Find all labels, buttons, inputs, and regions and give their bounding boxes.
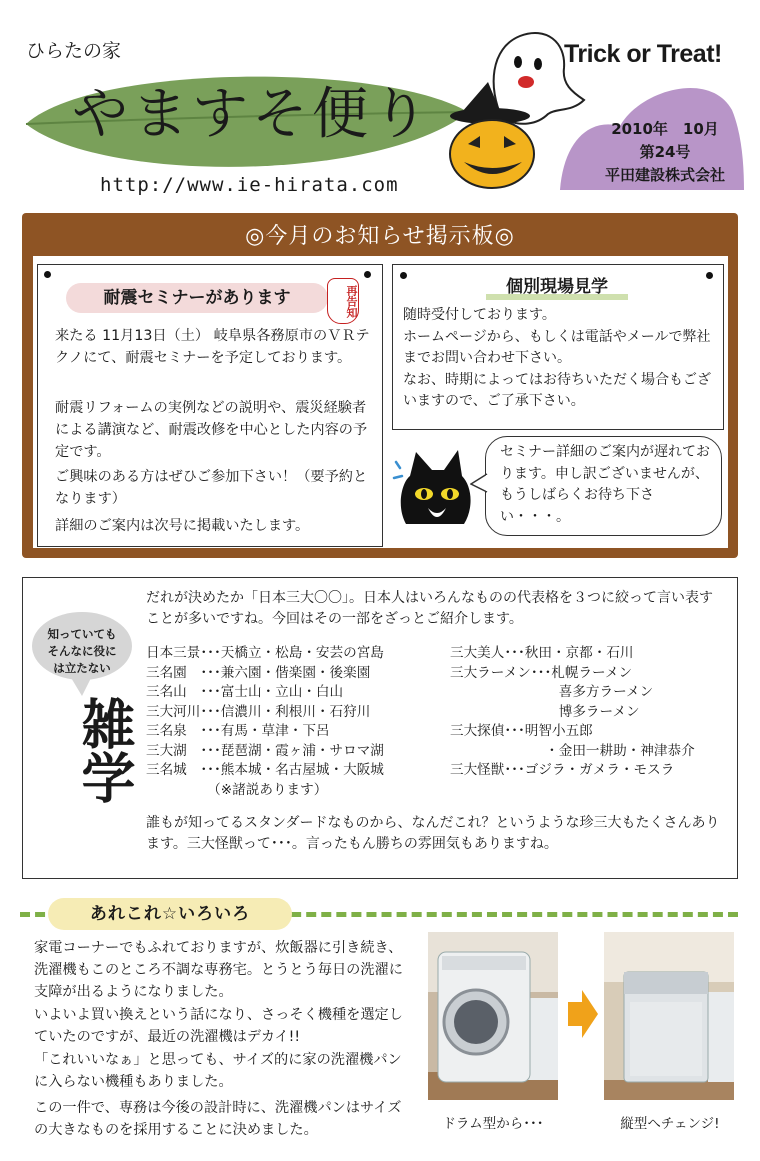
trivia-item: ・金田一耕助・神津恭介 [450, 742, 695, 759]
arrow-right-icon [568, 990, 598, 1038]
photo-caption: ドラム型から･･･ [442, 1116, 544, 1132]
reannouncement-stamp: 再告知 [327, 278, 359, 324]
pin-icon [400, 272, 407, 279]
trivia-heading: 雑学 [73, 696, 137, 804]
photo-caption: 縦型へチェンジ! [620, 1116, 720, 1132]
pin-icon [44, 271, 51, 278]
trivia-item: 三名城 ･･･熊本城・名古屋城・大阪城 [146, 762, 384, 778]
trivia-tagline: 知っていても そんなに役に は立たない [47, 627, 117, 675]
pin-icon [706, 272, 713, 279]
trivia-item: 三名山 ･･･富士山・立山・白山 [146, 684, 344, 700]
trick-or-treat-heading: Trick or Treat! [564, 40, 722, 68]
trivia-item: 喜多方ラーメン [450, 684, 654, 700]
site-visit-label: 個別現場見学 [506, 277, 608, 297]
trivia-item: 三大怪獣･･･ゴジラ・ガメラ・モスラ [450, 762, 675, 778]
issue-info [590, 118, 740, 187]
misc-paragraph: この一件で、専務は今後の設計時に、洗濯機パンはサイズの大きなものを採用することに決めました。 [34, 1100, 402, 1138]
trivia-item: 三大河川･･･信濃川・利根川・石狩川 [146, 703, 371, 720]
trivia-item: 三大湖 ･･･琵琶湖・霞ヶ浦・サロマ湖 [146, 742, 384, 759]
site-visit-text: 随時受付しております。 ホームページから、もしくは電話やメールで弊社までお問い合わせ下さい。 なお、時期によってはお待ちいただく場合もございますので、ご了承下さい。 [403, 307, 711, 409]
brand-name: ひらたの家 [26, 40, 122, 62]
speech-bubble-text: セミナー詳細のご案内が遅れております。申し訳ございませんが、もうしばらくお待ち下さい・・・。 [500, 444, 710, 525]
jack-o-lantern-icon [444, 82, 540, 192]
pin-icon [364, 271, 371, 278]
speech-bubble-tail [470, 472, 490, 496]
misc-paragraph: 家電コーナーでもふれておりますが、炊飯器に引き続き、洗濯機もこのところ不調な専務宅。とうとう毎日の洗濯に支障が出るようになりました。 [34, 940, 403, 1000]
trivia-item: 日本三景･･･天橋立・松島・安芸の宮島 [146, 645, 384, 661]
misc-paragraph: いよいよ買い換えという話になり、さっそく機種を選定していたのですが、最近の洗濯機はデカイ!! [34, 1007, 403, 1045]
trivia-item: 三大探偵･･･明智小五郎 [450, 723, 593, 739]
drum-washer-photo [428, 932, 558, 1100]
trivia-list-left [146, 644, 384, 800]
trivia-item: 三名園 ･･･兼六園・偕楽園・後楽園 [146, 664, 371, 681]
seminar-paragraph: ご興味のある方はぜひご参加下さい！（要予約となります） [55, 469, 368, 507]
trivia-intro: だれが決めたか「日本三大〇〇」。日本人はいろんなものの代表格を３つに絞って言い表すことが多いですね。今回はその一部をざっとご紹介します。 [146, 590, 713, 627]
seminar-paragraph: 詳細のご案内は次号に掲載いたします。 [55, 518, 310, 534]
bulletin-board-title: ◎今月のお知らせ掲示板◎ [245, 224, 515, 249]
newsletter-title: やますそ便り [72, 82, 432, 147]
seminar-paragraph: 来たる 11月13日（土） 岐阜県各務原市のＶＲテクノにて、耐震セミナーを予定しております。 [55, 328, 370, 366]
company-name: 平田建設株式会社 [604, 166, 725, 184]
top-load-washer-photo [604, 932, 734, 1100]
trivia-item: 三名泉 ･･･有馬・草津・下呂 [146, 723, 330, 739]
seminar-paragraph: 耐震リフォームの実例などの説明や、震災経験者による講演など、耐震改修を中心とした内容の予定です。 [55, 400, 368, 460]
trivia-item: 三大ラーメン･･･札幌ラーメン [450, 664, 633, 681]
issue-date: 2010年 10月 [611, 120, 719, 138]
trivia-item: 博多ラーメン [450, 703, 640, 720]
trivia-outro: 誰もが知ってるスタンダードなものから、なんだこれ？というような珍三大もたくさんあります。三大怪獣って･･･。言ったもん勝ちの雰囲気もありますね。 [146, 815, 720, 852]
black-cat-icon [392, 446, 476, 532]
trivia-item: 三大美人･･･秋田・京都・石川 [450, 645, 634, 661]
website-url[interactable]: http://www.ie-hirata.com [100, 174, 399, 196]
trivia-item: （※諸説あります） [146, 781, 328, 798]
trivia-list-right [450, 644, 695, 781]
misc-paragraph: 「これいいなぁ」と思っても、サイズ的に家の洗濯機パンに入らない機種もありました。 [34, 1052, 402, 1090]
issue-number: 第24号 [639, 143, 691, 161]
misc-section-label: あれこれ☆いろいろ [48, 898, 292, 930]
seminar-label: 耐震セミナーがあります [66, 283, 328, 313]
